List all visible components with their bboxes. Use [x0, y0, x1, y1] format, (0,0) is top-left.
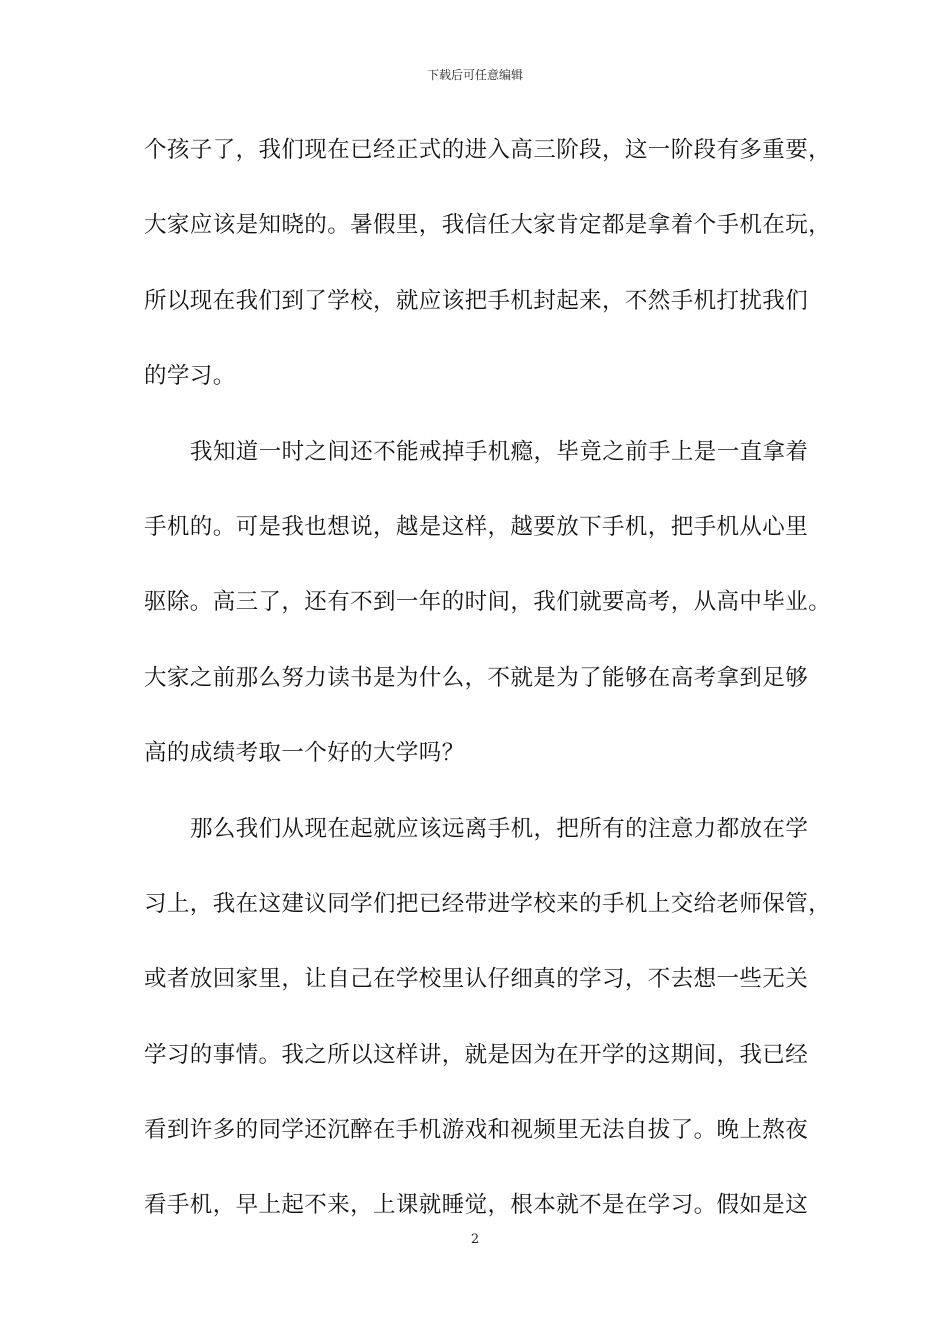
text-line: 手机的。可是我也想说，越是这样，越要放下手机，把手机从心里 [144, 513, 809, 540]
text-line: 的学习。 [144, 363, 236, 390]
document-body [144, 128, 832, 1259]
text-line: 高的成绩考取一个好的大学吗？ [144, 740, 465, 767]
text-line: 所以现在我们到了学校，就应该把手机封起来，不然手机打扰我们 [144, 287, 809, 314]
text-line: 或者放回家里，让自己在学校里认仔细真的学习，不去想一些无关 [144, 966, 809, 993]
text-line: 大家之前那么努力读书是为什么，不就是为了能够在高考拿到足够 [144, 664, 809, 691]
paragraph-first-line: 那么我们从现在起就应该远离手机，把所有的注意力都放在学 [190, 815, 809, 842]
page-header: 下载后可任意编辑 [426, 68, 523, 82]
text-line: 看到许多的同学还沉醉在手机游戏和视频里无法自拔了。晚上熬夜 [144, 1117, 809, 1144]
text-line: 驱除。高三了，还有不到一年的时间，我们就要高考，从高中毕业。 [144, 589, 832, 616]
text-line: 大家应该是知晓的。暑假里，我信任大家肯定都是拿着个手机在玩， [144, 212, 832, 239]
page-number: 2 [470, 1232, 480, 1247]
text-line: 个孩子了，我们现在已经正式的进入高三阶段，这一阶段有多重要， [144, 137, 832, 163]
paragraph-first-line: 我知道一时之间还不能戒掉手机瘾，毕竟之前手上是一直拿着 [190, 438, 809, 465]
text-line: 看手机，早上起不来，上课就睡觉，根本就不是在学习。假如是这 [144, 1192, 809, 1219]
text-line: 习上，我在这建议同学们把已经带进学校来的手机上交给老师保管， [144, 890, 832, 917]
text-line: 学习的事情。我之所以这样讲，就是因为在开学的这期间，我已经 [144, 1041, 809, 1068]
